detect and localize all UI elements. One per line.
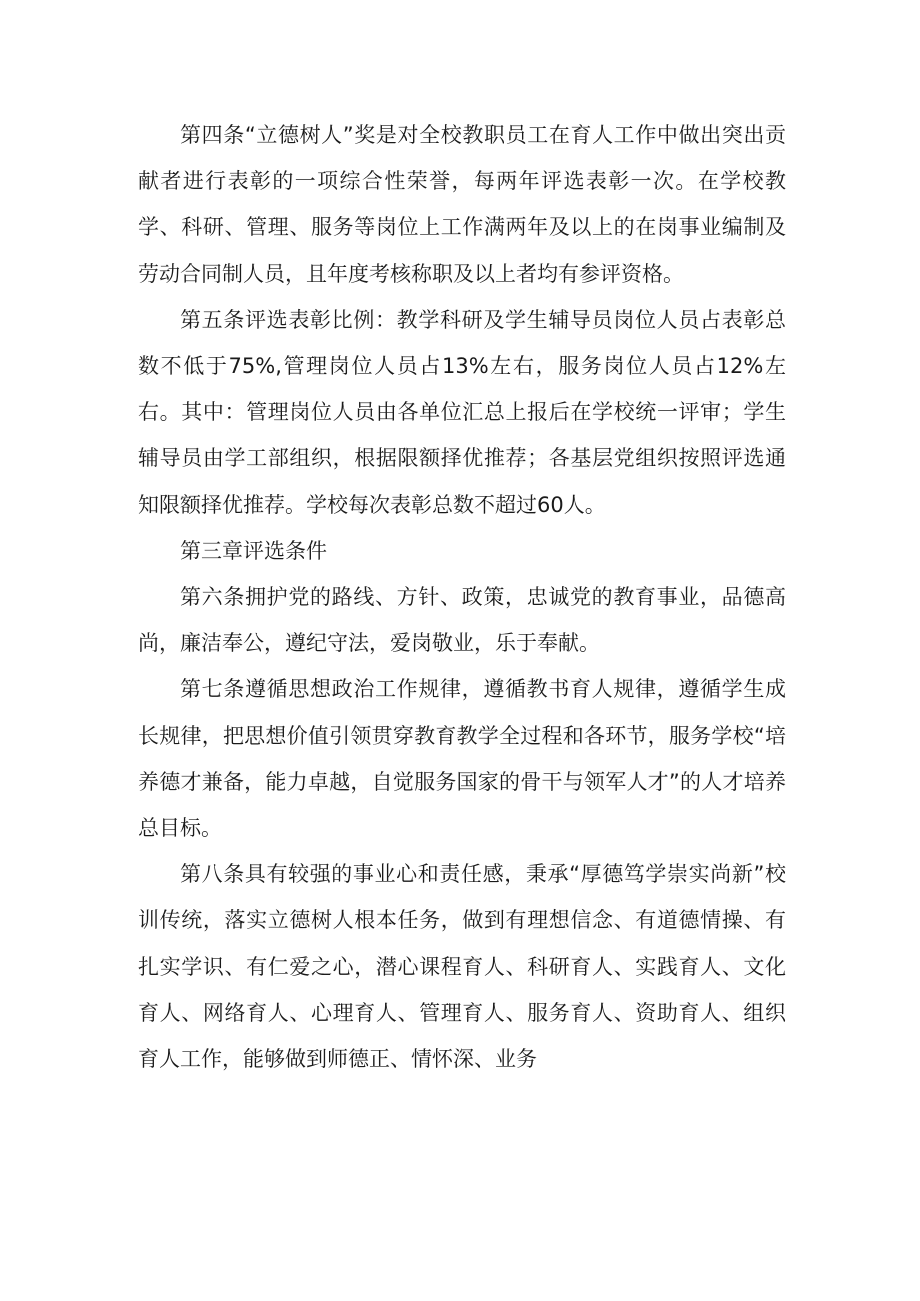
document-page [138,112,786,1082]
paragraph-article-6: 第六条拥护党的路线、方针、政策，忠诚党的教育事业，品德高尚，廉洁奉公，遵纪守法，爱岗敬业，乐于奉献。 [138,585,786,656]
paragraph-article-4: 第四条“立德树人”奖是对全校教职员工在育人工作中做出突出贡献者进行表彰的一项综合性荣誉，每两年评选表彰一次。在学校教学、科研、管理、服务等岗位上工作满两年及以上的在岗事业编制及劳动合同制人员，且年度考核称职及以上者均有参评资格。 [138,123,786,286]
paragraph-article-7: 第七条遵循思想政治工作规律，遵循教书育人规律，遵循学生成长规律，把思想价值引领贯穿教育教学全过程和各环节，服务学校“培养德才兼备，能力卓越，自觉服务国家的骨干与领军人才”的人才培养总目标。 [138,677,786,841]
paragraph-article-5: 第五条评选表彰比例：教学科研及学生辅导员岗位人员占表彰总数不低于75%,管理岗位人员占13%左右，服务岗位人员占12%左右。其中：管理岗位人员由各单位汇总上报后在学校统一评审；学生辅导员由学工部组织，根据限额择优推荐；各基层党组织按照评选通知限额择优推荐。学校每次表彰总数不超过60人。 [138,307,786,517]
chapter-heading: 第三章评选条件 [180,538,327,563]
paragraph-article-8: 第八条具有较强的事业心和责任感，秉承“厚德笃学崇实尚新”校训传统，落实立德树人根本任务，做到有理想信念、有道德情操、有扎实学识、有仁爱之心，潜心课程育人、科研育人、实践育人、文化育人、网络育人、心理育人、管理育人、服务育人、资助育人、组织育人工作，能够做到师德正、情怀深、业务 [138,862,786,1072]
